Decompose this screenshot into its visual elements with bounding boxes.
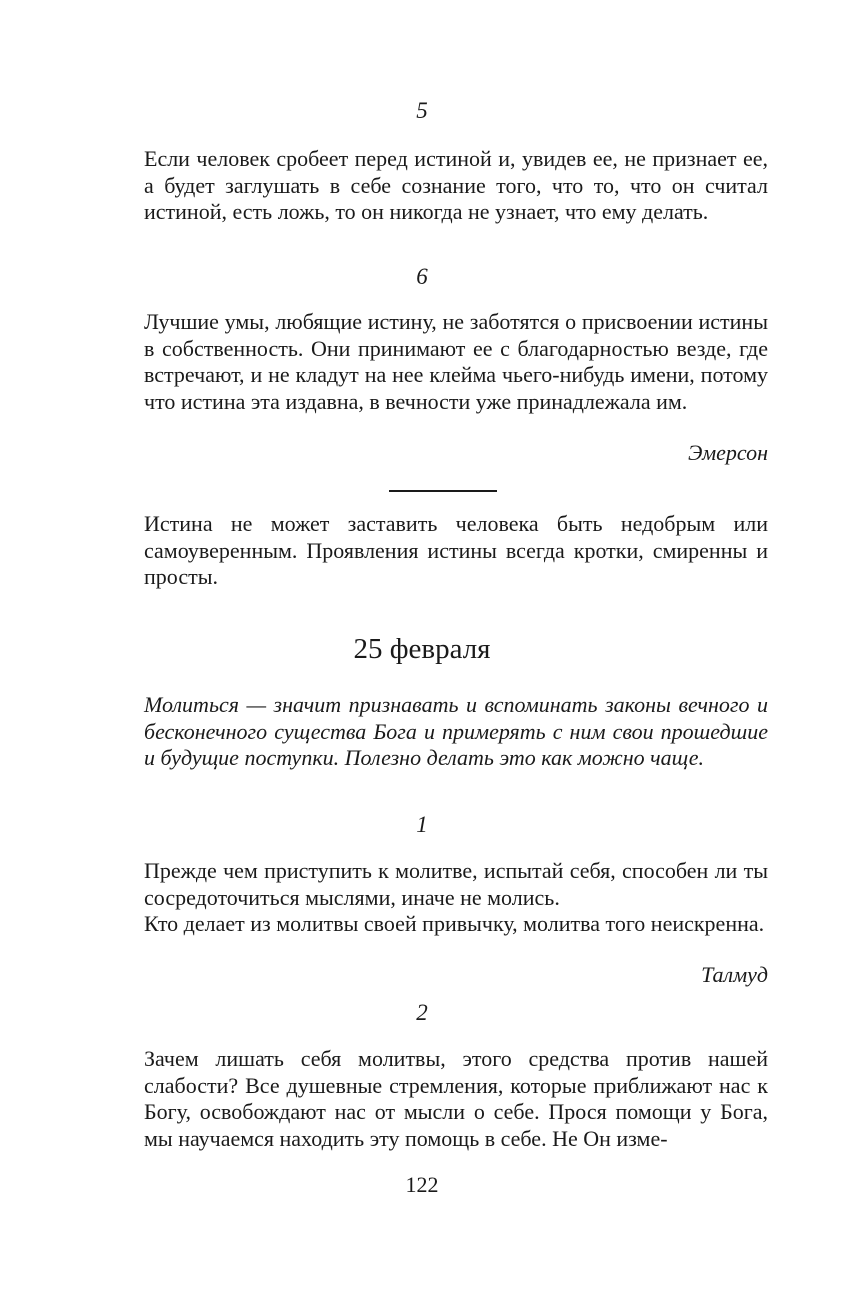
section-6-text: Лучшие умы, любящие истину, не заботятся о присвоении истины в собственность. Они принимают ее с благодарностью везде, где встречают, и не кладут на нее клейма чьего-нибудь имени, потому что истина эта издавна, в вечности уже принадлежала им. <box>144 309 768 414</box>
section-1-text-b: Кто делает из молитвы своей привычку, молитва того неискренна. <box>144 911 765 936</box>
section-number-2: 2 <box>416 1000 428 1025</box>
section-5-text: Если человек сробеет перед истиной и, увидев ее, не признает ее, а будет заглушать в себе сознание того, что то, что он считал истиной, есть ложь, то он никогда не узнает, что ему делать. <box>144 146 768 224</box>
page-number: 122 <box>405 1172 439 1197</box>
section-1-text-a: Прежде чем приступить к молитве, испытай себя, способен ли ты сосредоточиться мыслями, иначе не молись. <box>144 858 768 910</box>
summary-text: Истина не может заставить человека быть недобрым или самоуверенным. Проявления истины всегда кротки, смиренны и просты. <box>144 511 768 589</box>
section-2-text: Зачем лишать себя молитвы, этого средства против нашей слабости? Все душевные стремления, которые приближают нас к Богу, освобождают нас от мысли о себе. Прося помощи у Бога, мы научаемся находить эту помощь в себе. Не Он изме- <box>144 1046 768 1151</box>
date-heading: 25 февраля <box>353 633 491 665</box>
section-number-1: 1 <box>416 812 428 837</box>
section-1-author: Талмуд <box>701 962 768 987</box>
day-epigraph: Молиться — значит признавать и вспоминать законы вечного и бесконечного существа Бога и примерять с ним свои прошедшие и будущие поступки. Полезно делать это как можно чаще. <box>144 692 768 770</box>
section-6-author: Эмерсон <box>687 440 768 465</box>
section-number-5: 5 <box>416 98 428 123</box>
section-number-6: 6 <box>416 264 428 289</box>
section-divider <box>389 490 497 492</box>
